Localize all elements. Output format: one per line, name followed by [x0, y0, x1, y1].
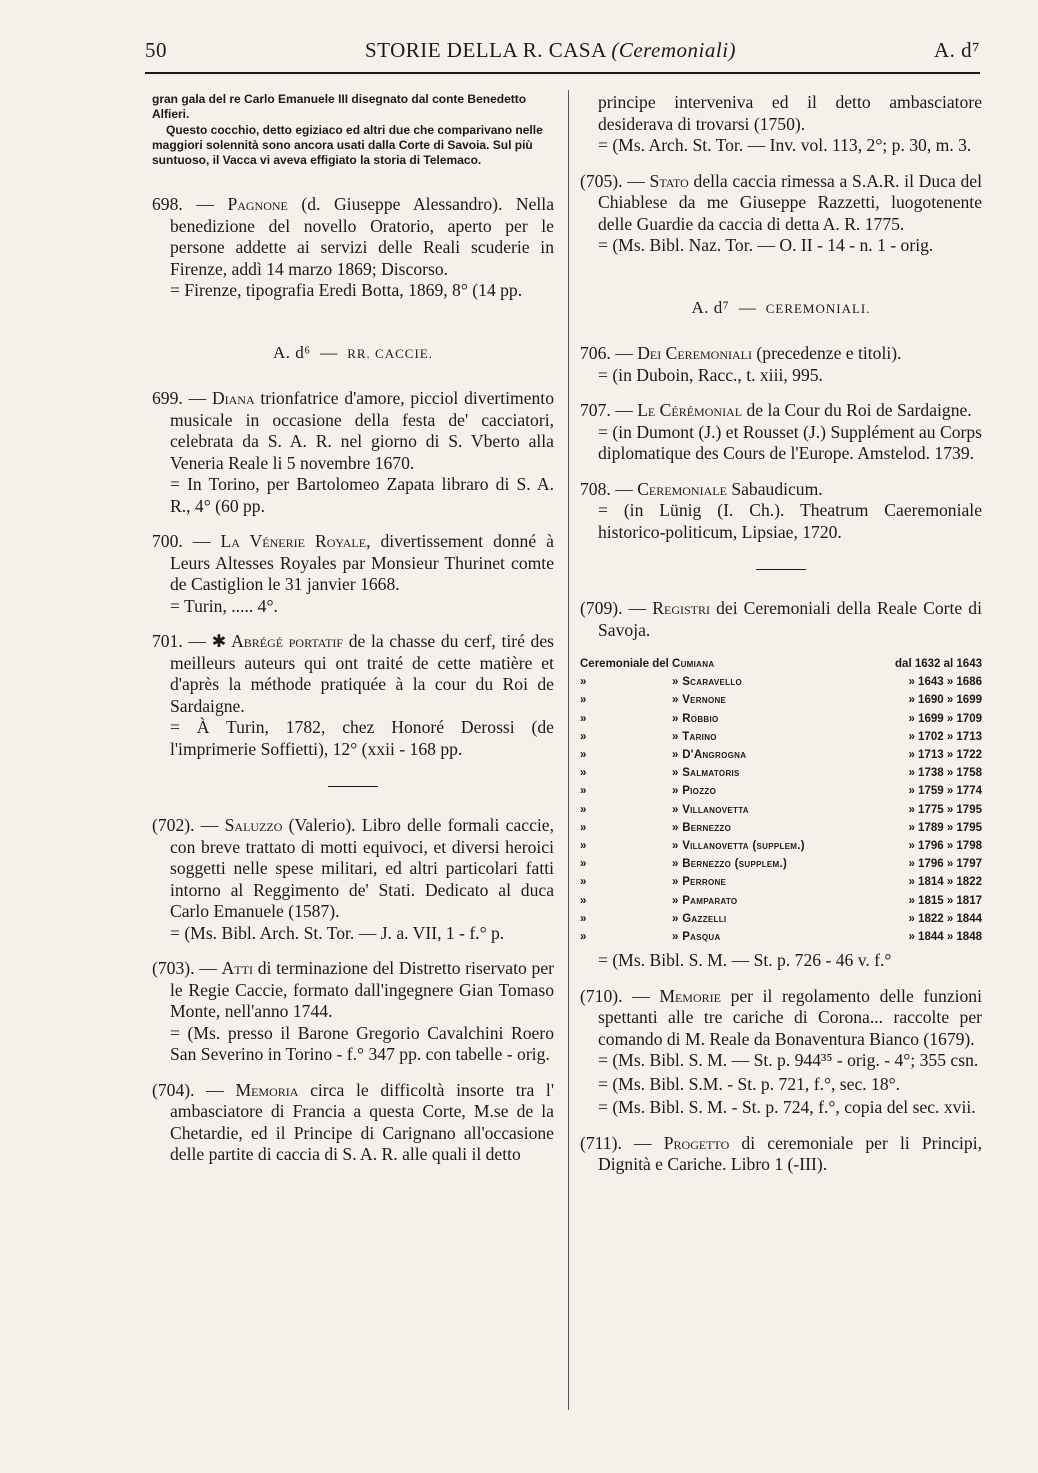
registri-label: »	[580, 821, 587, 834]
entry-keyword: Registri	[652, 598, 711, 618]
entry-keyword: Dei Ceremoniali	[637, 343, 753, 363]
registri-name: » Scaravello	[672, 676, 743, 689]
entry-text: dei Ceremoniali della Reale Corte di Savoja.	[598, 598, 982, 640]
entry-number: (711).	[580, 1132, 622, 1153]
footnote-paragraph: Questo cocchio, detto egiziaco ed altri due che comparivano nelle maggiori solennità sono ancora usati dalla Corte di Savoia. Sul più suntuoso, il Vacca vi aveva effigiato la storia di Telemaco.	[152, 123, 543, 167]
catalog-entry	[580, 1097, 982, 1119]
registri-label: »	[580, 858, 587, 871]
registri-row	[580, 728, 982, 746]
entry-source: = (Ms. Arch. St. Tor. — Inv. vol. 113, 2°; p. 30, m. 3.	[598, 135, 972, 155]
registri-name: » Villanovetta	[672, 803, 749, 816]
registri-name: » Bernezzo (supplem.)	[672, 858, 788, 871]
section-label: A. d⁷	[691, 297, 730, 317]
entry-text: principe interveniva ed il detto ambasciatore desiderava di trovarsi (1750).	[598, 92, 982, 134]
catalog-entry	[580, 1074, 982, 1096]
entry-line: (704). — Memoria circa le difficoltà insorte tra l' ambasciatore di Francia a questa Corte, M.se de la Chetardie, ed il Principe di Carignano all'occasione delle partite di caccia di S. A. R. alle quali il detto	[152, 1079, 554, 1164]
registri-years: » 1796 » 1797	[908, 858, 982, 871]
entry-text: (Valerio). Libro delle formali caccie, con breve trattato di motti equivoci, et diversi heroici soggetti nelle spese militari, ed altri particolari fatti intorno al Reggimento de' Stati. Dedicato al duca Carlo Emanuele (1587).	[170, 815, 554, 921]
registri-label: »	[580, 840, 587, 853]
registri-row	[580, 892, 982, 910]
entry-source: = (Ms. Bibl. S. M. — St. p. 944³⁵ - orig. - 4°; 355 csn.	[598, 1050, 979, 1071]
entry-line: 701. — ✱ Abrégé portatif de la chasse du cerf, tiré des meilleurs auteurs qui ont traité de cette matière et d'après la méthode pratiquée à la cour du Roi de Sardaigne.	[152, 631, 555, 716]
running-title-roman: STORIE DELLA R. CASA	[364, 38, 606, 62]
registri-label: »	[580, 712, 587, 725]
catalog-entry	[580, 1133, 982, 1176]
entry-keyword: ✱ Abrégé portatif	[211, 631, 344, 651]
section-dash: —	[320, 342, 338, 362]
catalog-entry	[152, 531, 554, 617]
registri-label: »	[580, 803, 587, 816]
entry-text: circa le difficoltà insorte tra l' ambasciatore di Francia a questa Corte, M.se de la Chetardie, ed il Principe di Carignano all'occasione delle partite di caccia di S. A. R. alle quali il detto	[170, 1079, 554, 1164]
entry-line: 699. — Diana trionfatrice d'amore, picciol divertimento musicale in occasione della festa de' cacciatori, celebrata da S. A. R. nel giorno di S. Vberto alla Veneria Reale li 5 novembre 1670.	[152, 388, 554, 473]
entry-line: (709). — Registri dei Ceremoniali della Reale Corte di Savoja.	[580, 598, 982, 640]
entry-number: 698.	[152, 194, 183, 214]
catalog-entry	[152, 631, 554, 760]
registri-label: »	[580, 894, 587, 907]
entry-number: (705).	[580, 170, 623, 191]
registri-years: dal 1632 al 1643	[895, 658, 982, 670]
section-heading-ceremoniali	[580, 297, 982, 320]
registri-label: »	[580, 767, 587, 780]
entry-keyword: Diana	[211, 388, 255, 408]
entry-number: 706.	[580, 343, 611, 363]
entry-source: = (in Lünig (I. Ch.). Theatrum Caeremoniale historico-politicum, Lipsiae, 1720.	[598, 500, 982, 542]
entry-line: 708. — Ceremoniale Sabaudicum.	[580, 478, 823, 499]
entry-keyword: Atti	[221, 958, 253, 978]
registri-years: » 1815 » 1817	[908, 894, 982, 907]
entry-text: (precedenze e titoli).	[752, 343, 902, 363]
registri-row	[580, 673, 982, 691]
registri-name: » Salmatoris	[672, 767, 740, 780]
entry-text: , divertissement donné à Leurs Altesses Royales par Monsieur Thurinet comte de Castiglion le 31 janvier 1668.	[170, 531, 554, 594]
entry-line: (702). — Saluzzo (Valerio). Libro delle formali caccie, con breve trattato di motti equivoci, et diversi heroici soggetti nelle spese militari, ed altri particolari fatti intorno al Reggimento de' Stati. Dedicato al duca Carlo Emanuele (1587).	[152, 815, 554, 921]
entries-group	[152, 388, 554, 760]
entries-group	[580, 171, 982, 257]
catalog-entry	[152, 958, 554, 1066]
entry-number: (704).	[152, 1079, 195, 1100]
registri-source	[580, 950, 982, 972]
registri-years: » 1789 » 1795	[908, 821, 982, 834]
entry-source: = (Ms. presso il Barone Gregorio Cavalchini Roero San Severino in Torino - f.° 347 pp. con tabelle - orig.	[170, 1022, 554, 1064]
registri-years: » 1713 » 1722	[908, 749, 982, 762]
registri-name: » Gazzelli	[672, 912, 727, 925]
registri-row	[580, 710, 982, 728]
entry-keyword: Ceremoniale	[637, 478, 727, 499]
registri-label: »	[580, 730, 587, 743]
catalog-entry	[580, 400, 982, 465]
entry-line: 707. — Le Cérémonial de la Cour du Roi de Sardaigne.	[580, 400, 972, 420]
catalog-entry	[152, 1080, 554, 1166]
registri-label: »	[580, 876, 587, 889]
registri-years: » 1699 » 1709	[908, 712, 982, 725]
entries-group	[580, 986, 982, 1176]
divider-rule	[756, 569, 806, 570]
registri-row	[580, 691, 982, 709]
entry-line: (703). — Atti di terminazione del Distretto riservato per le Regie Caccie, formato dall'ingegnere Gian Tomaso Monte, nell'anno 1744.	[152, 958, 554, 1021]
entries-group	[152, 194, 554, 302]
catalog-entry	[152, 388, 554, 517]
entry-keyword: Stato	[649, 170, 689, 191]
catalog-entry	[580, 171, 982, 257]
registri-row	[580, 801, 982, 819]
entry-line: 698. — Pagnone (d. Giuseppe Alessandro). Nella benedizione del novello Oratorio, aperto per le persone addette ai servizi delle Reali scuderie in Firenze, addì 14 marzo 1869; Discorso.	[152, 194, 555, 279]
running-title-italic: (Ceremoniali)	[611, 38, 737, 62]
registri-years: » 1844 » 1848	[908, 931, 982, 944]
registri-years: » 1796 » 1798	[908, 840, 982, 853]
section-name: RR. CACCIE.	[347, 345, 433, 361]
catalog-entry	[580, 343, 982, 386]
registri-name: Cumiana	[672, 658, 715, 670]
registri-years: » 1775 » 1795	[908, 803, 982, 816]
registri-table	[580, 655, 982, 946]
registri-row	[580, 746, 982, 764]
entry-709	[580, 598, 982, 641]
registri-row	[580, 910, 982, 928]
registri-years: » 1814 » 1822	[908, 876, 982, 889]
entry-source: = Turin, ..... 4°.	[170, 595, 278, 616]
registri-name: » Perrone	[672, 876, 727, 889]
registri-years: » 1738 » 1758	[908, 767, 982, 780]
entry-number: 699.	[152, 388, 183, 408]
catalog-entry	[152, 815, 554, 944]
entry-source: = In Torino, per Bartolomeo Zapata libraro di S. A. R., 4° (60 pp.	[170, 474, 554, 516]
section-mark: A. d⁷	[933, 38, 980, 62]
registri-years: » 1690 » 1699	[908, 694, 982, 707]
catalog-entry	[580, 479, 982, 544]
entry-text: di ceremoniale per li Principi, Dignità e Cariche. Libro 1 (-III).	[598, 1132, 982, 1175]
right-column	[580, 92, 982, 1190]
entry-number: 707.	[580, 400, 611, 420]
entry-keyword: Pagnone	[227, 194, 288, 214]
entry-number: 708.	[580, 478, 611, 499]
entry-keyword: Memoria	[235, 1079, 299, 1100]
entry-line: 700. — La Vénerie Royale, divertissement donné à Leurs Altesses Royales par Monsieur Thurinet comte de Castiglion le 31 janvier 1668.	[152, 531, 554, 594]
section-name: CEREMONIALI.	[765, 300, 871, 316]
entry-source: = (Ms. Bibl. Arch. St. Tor. — J. a. VII, 1 - f.° p.	[170, 922, 505, 943]
registri-label: »	[580, 749, 587, 762]
divider-rule	[328, 786, 378, 787]
entry-number: 700.	[152, 531, 183, 551]
entry-keyword: Saluzzo	[224, 815, 283, 835]
registri-row	[580, 782, 982, 800]
entry-text: Sabaudicum.	[726, 478, 823, 499]
registri-row	[580, 819, 982, 837]
registri-name: » Pasqua	[672, 931, 721, 944]
footnote-paragraph: gran gala del re Carlo Emanuele III disegnato dal conte Benedetto Alfieri.	[152, 92, 527, 121]
registri-label: »	[580, 912, 587, 925]
section-heading-caccie	[152, 342, 554, 365]
entry-number: (709).	[580, 598, 623, 618]
registri-label: »	[580, 694, 587, 707]
entry-source: = (Ms. Bibl. S. M. - St. p. 724, f.°, copia del sec. xvii.	[598, 1097, 976, 1118]
entry-number: (702).	[152, 815, 195, 835]
entry-line: (705). — Stato della caccia rimessa a S.A.R. il Duca del Chiablese da me Giuseppe Razzetti, luogotenente delle Guardie da caccia di detta A. R. 1775.	[580, 170, 982, 234]
registri-years: » 1822 » 1844	[908, 912, 982, 925]
registri-years: » 1702 » 1713	[908, 730, 982, 743]
catalog-entry	[580, 986, 982, 1072]
registri-years: » 1643 » 1686	[908, 676, 982, 689]
registri-row	[580, 655, 982, 673]
registri-label: »	[580, 676, 587, 689]
section-label: A. d⁶	[273, 342, 311, 362]
header-rule	[145, 72, 980, 74]
entry-number: (703).	[152, 958, 195, 978]
entry-source: = (Ms. Bibl. Naz. Tor. — O. II - 14 - n. 1 - orig.	[598, 235, 934, 255]
registri-name: » Vernone	[672, 694, 727, 707]
catalog-entry	[152, 194, 554, 302]
left-column	[152, 92, 554, 1180]
registri-label: »	[580, 785, 587, 798]
entry-line: 706. — Dei Ceremoniali (precedenze e titoli).	[580, 343, 902, 363]
registri-label: »	[580, 931, 587, 944]
entry-text: de la chasse du cerf, tiré des meilleurs auteurs qui ont traité de cette matière et d'après la méthode pratiquée à la cour du Roi de Sardaigne.	[170, 631, 555, 716]
entry-source: = (in Duboin, Racc., t. xiii, 995.	[598, 364, 823, 385]
running-title	[365, 38, 736, 63]
registri-row	[580, 764, 982, 782]
entry-source: = À Turin, 1782, chez Honoré Derossi (de l'imprimerie Soffietti), 12° (xxii - 168 pp.	[170, 717, 554, 759]
registri-row	[580, 928, 982, 946]
registri-row	[580, 873, 982, 891]
entry-number: 701.	[152, 631, 183, 651]
entry-keyword: Le Cérémonial	[637, 400, 743, 420]
registri-name: » Villanovetta (supplem.)	[672, 840, 805, 853]
page-number: 50	[145, 38, 167, 62]
entries-group	[152, 815, 554, 1166]
entry-keyword: La Vénerie Royale	[220, 531, 367, 551]
entry-keyword: Memorie	[659, 985, 721, 1006]
registri-name: » D'Angrogna	[672, 749, 747, 762]
entry-source: = (Ms. Bibl. S. M. — St. p. 726 - 46 v. f.°	[598, 950, 892, 971]
entry-line: (710). — Memorie per il regolamento delle funzioni spettanti alle tre cariche di Corona... raccolte per comando di M. Reale da Bonaventura Bianco (1679).	[580, 985, 982, 1049]
entry-keyword: Progetto	[663, 1132, 730, 1153]
entry-text: di terminazione del Distretto riservato per le Regie Caccie, formato dall'ingegnere Gian Tomaso Monte, nell'anno 1744.	[170, 958, 554, 1021]
registri-name: » Pamparato	[672, 894, 738, 907]
registri-name: » Robbio	[672, 712, 719, 725]
entry-text: della caccia rimessa a S.A.R. il Duca del Chiablese da me Giuseppe Razzetti, luogotenente delle Guardie da caccia di detta A. R. 1775.	[598, 170, 982, 234]
entry-line: (711). — Progetto di ceremoniale per li Principi, Dignità e Cariche. Libro 1 (-III).	[580, 1132, 982, 1175]
entry-source: = (Ms. Bibl. S.M. - St. p. 721, f.°, sec. 18°.	[598, 1073, 901, 1094]
registri-years: » 1759 » 1774	[908, 785, 982, 798]
registri-label: Ceremoniale del	[580, 658, 669, 670]
entry-continuation	[580, 92, 982, 157]
registri-row	[580, 837, 982, 855]
footnote-block	[152, 92, 554, 168]
column-divider	[568, 90, 569, 1410]
entry-text: (d. Giuseppe Alessandro). Nella benedizione del novello Oratorio, aperto per le persone addette ai servizi delle Reali scuderie in Firenze, addì 14 marzo 1869; Discorso.	[170, 194, 555, 279]
registri-name: » Tarino	[672, 730, 717, 743]
entry-text: de la Cour du Roi de Sardaigne.	[742, 400, 972, 420]
entry-source: = (in Dumont (J.) et Rousset (J.) Supplément au Corps diplomatique des Cours de l'Europe. Amstelod. 1739.	[598, 421, 982, 463]
entry-text: per il regolamento delle funzioni spettanti alle tre cariche di Corona... raccolte per comando di M. Reale da Bonaventura Bianco (1679).	[598, 985, 982, 1049]
entry-text: trionfatrice d'amore, picciol divertimento musicale in occasione della festa de' cacciatori, celebrata da S. A. R. nel giorno di S. Vberto alla Veneria Reale li 5 novembre 1670.	[170, 388, 554, 473]
entry-number: (710).	[580, 985, 623, 1006]
registri-row	[580, 855, 982, 873]
section-dash: —	[738, 297, 757, 317]
entries-group	[580, 343, 982, 543]
registri-name: » Bernezzo	[672, 821, 732, 834]
entry-source: = Firenze, tipografia Eredi Botta, 1869, 8° (14 pp.	[170, 280, 523, 300]
registri-name: » Piozzo	[672, 785, 717, 798]
